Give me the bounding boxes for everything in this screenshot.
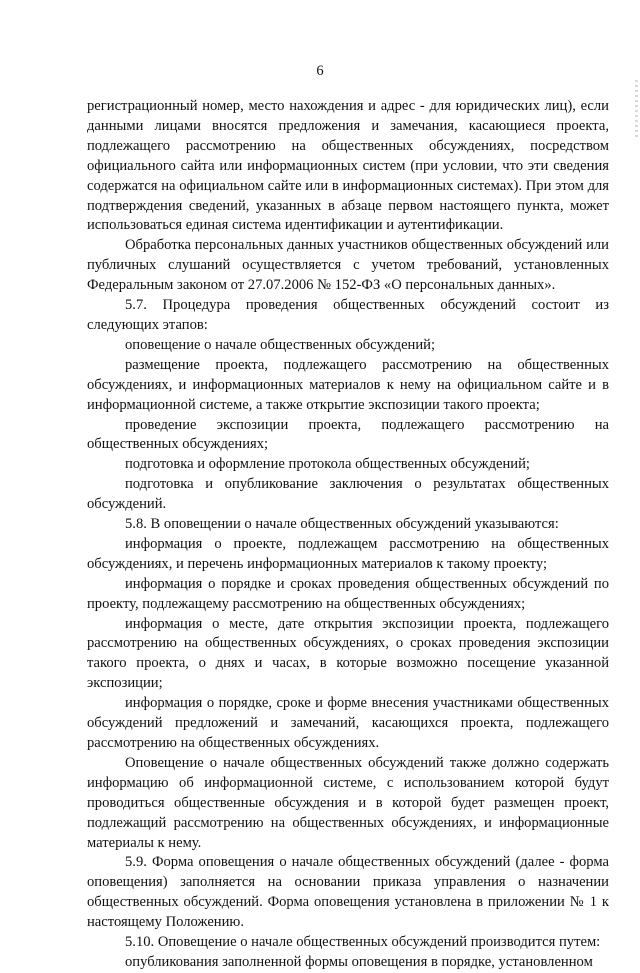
scan-edge-mark — [635, 80, 638, 140]
paragraph: информация о проекте, подлежащем рассмотрению на общественных обсуждениях, и перечень информационных материалов к такому проекту; — [87, 535, 609, 572]
paragraph: информация о порядке и сроках проведения общественных обсуждений по проекту, подлежащему рассмотрению на общественных обсуждениях; — [87, 575, 609, 612]
page-number: 6 — [316, 63, 324, 79]
paragraph: подготовка и оформление протокола общественных обсуждений; — [125, 456, 530, 473]
paragraph: 5.8. В оповещении о начале общественных обсуждений указываются: — [125, 516, 559, 533]
paragraph: Обработка персональных данных участников общественных обсуждений или публичных слушаний осуществляется с учетом требований, установленных Федеральным законом от 27.07.2006 № 152-ФЗ «О персональных данных». — [87, 237, 609, 294]
paragraph: информация о порядке, сроке и форме внесения участниками общественных обсуждений предложений и замечаний, касающихся проекта, подлежащего рассмотрению на общественных обсуждениях. — [87, 695, 609, 751]
paragraph: размещение проекта, подлежащего рассмотрению на общественных обсуждениях, и информационных материалов к нему на официальном сайте и в информационной системе, а также открытие экспозиции такого проекта; — [87, 356, 609, 413]
paragraph: информация о месте, дате открытия экспозиции проекта, подлежащего рассмотрению на общественных обсуждениях, о сроках проведения экспозиции такого проекта, о днях и часах, в которые возможно посещение указанной экспозиции; — [87, 615, 609, 692]
paragraph: 5.10. Оповещение о начале общественных обсуждений производится путем: — [125, 934, 601, 951]
document-body — [87, 97, 609, 973]
paragraph: оповещение о начале общественных обсуждений; — [125, 336, 436, 353]
paragraph: подготовка и опубликование заключения о результатах общественных обсуждений. — [87, 476, 609, 513]
paragraph: 5.9. Форма оповещения о начале общественных обсуждений (далее - форма оповещения) заполняется на основании приказа управления о назначении общественных обсуждений. Форма оповещения установлена в приложении № 1 к настоящему Положению. — [87, 854, 609, 931]
paragraph: проведение экспозиции проекта, подлежащего рассмотрению на общественных обсуждениях; — [87, 416, 609, 453]
paragraph: регистрационный номер, место нахождения и адрес - для юридических лиц), если данными лицами вносятся предложения и замечания, касающиеся проекта, подлежащего рассмотрению на общественных обсуждениях, посредством официального сайта или информационных систем (при условии, что эти сведения содержатся на официальном сайте или в информационных системах). При этом для подтверждения сведений, указанных в абзаце первом настоящего пункта, может использоваться единая система идентификации и аутентификации. — [87, 98, 609, 234]
paragraph: 5.7. Процедура проведения общественных обсуждений состоит из следующих этапов: — [87, 297, 609, 333]
paragraph: опубликования заполненной формы оповещения в порядке, установленном — [125, 953, 593, 970]
paragraph: Оповещение о начале общественных обсуждений также должно содержать информацию об информационной системе, с использованием которой будут проводиться общественные обсуждения и в которой будет размещен проект, подлежащий рассмотрению на общественных обсуждениях, и информационные материалы к нему. — [87, 754, 609, 851]
